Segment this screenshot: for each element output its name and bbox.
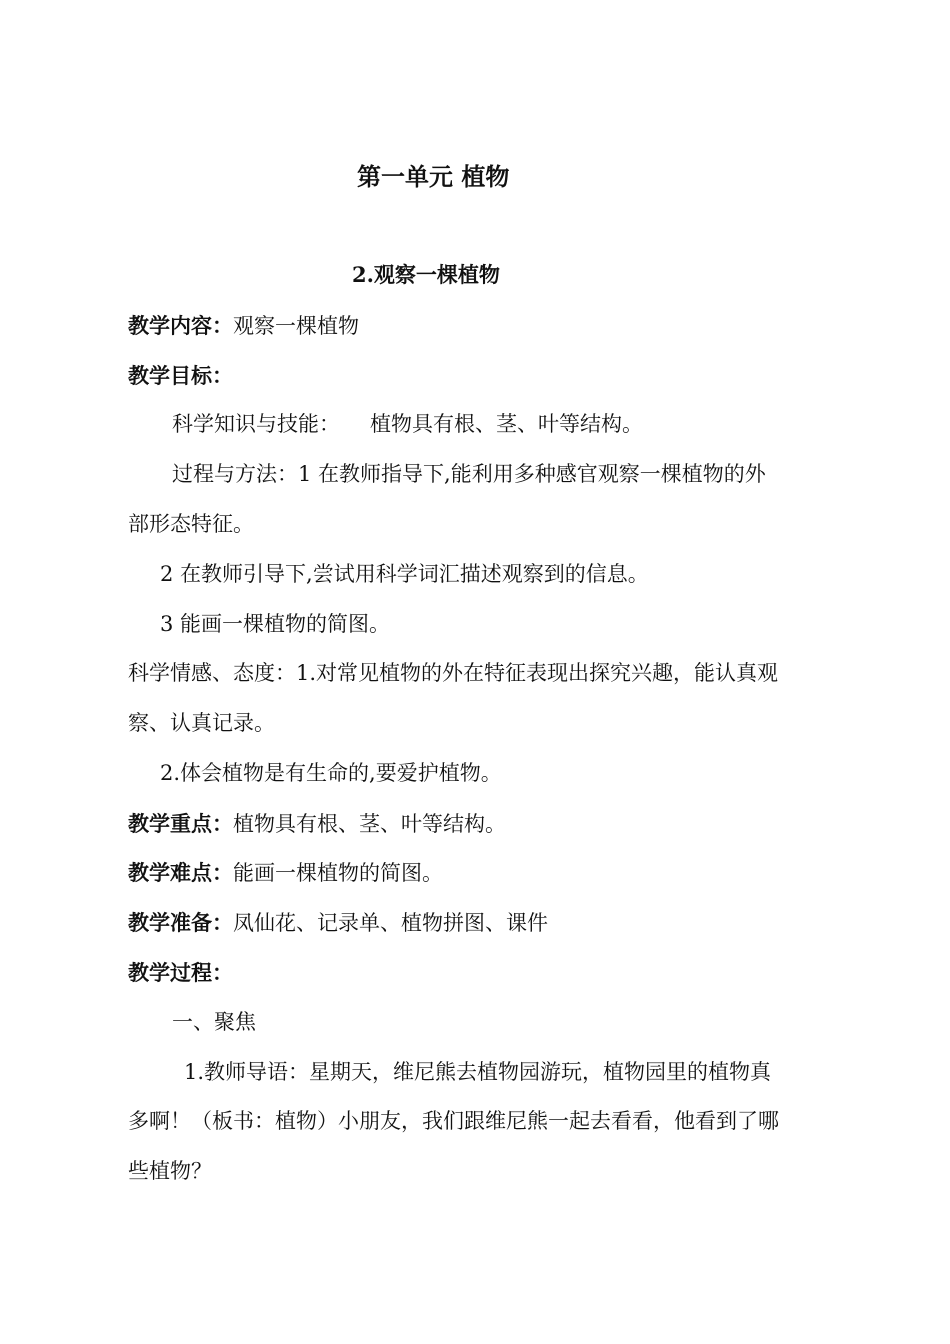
attitude-item-2: 2.体会植物是有生命的,要爱护植物。 bbox=[160, 761, 502, 785]
process-label: 教学过程： bbox=[128, 960, 233, 985]
lesson-title: 2.观察一棵植物 bbox=[352, 262, 500, 287]
process-method-line1: 过程与方法：1 在教师指导下,能利用多种感官观察一棵植物的外 bbox=[172, 462, 766, 486]
paragraph-line: 多啊！（板书：植物）小朋友，我们跟维尼熊一起去看看，他看到了哪 bbox=[128, 1109, 779, 1133]
key-point-row bbox=[128, 813, 506, 835]
attitude-line2: 察、认真记录。 bbox=[128, 711, 275, 735]
objectives-label: 教学目标： bbox=[128, 363, 233, 388]
key-point-value: 植物具有根、茎、叶等结构。 bbox=[233, 812, 506, 836]
preparation-value: 凤仙花、记录单、植物拼图、课件 bbox=[233, 911, 548, 935]
unit-title: 第一单元 植物 bbox=[357, 162, 510, 191]
objective-item-3: 3 能画一棵植物的简图。 bbox=[160, 612, 391, 636]
section-heading-focus: 一、聚焦 bbox=[172, 1010, 256, 1034]
preparation-row bbox=[128, 912, 548, 934]
preparation-label: 教学准备： bbox=[128, 910, 233, 935]
knowledge-label: 科学知识与技能： bbox=[172, 412, 340, 436]
difficulty-row bbox=[128, 862, 443, 884]
knowledge-row bbox=[172, 414, 643, 435]
difficulty-label: 教学难点： bbox=[128, 860, 233, 885]
paragraph-line: 些植物？ bbox=[128, 1159, 212, 1183]
content-label: 教学内容： bbox=[128, 313, 233, 338]
difficulty-value: 能画一棵植物的简图。 bbox=[233, 861, 443, 885]
process-method-line2: 部形态特征。 bbox=[128, 512, 254, 536]
key-point-label: 教学重点： bbox=[128, 811, 233, 836]
attitude-line1: 科学情感、态度：1.对常见植物的外在特征表现出探究兴趣，能认真观 bbox=[128, 661, 779, 685]
objective-item-2: 2 在教师引导下,尝试用科学词汇描述观察到的信息。 bbox=[160, 562, 649, 586]
content-row bbox=[128, 315, 359, 337]
paragraph-line: 1.教师导语：星期天，维尼熊去植物园游玩，植物园里的植物真 bbox=[184, 1060, 772, 1084]
knowledge-value: 植物具有根、茎、叶等结构。 bbox=[370, 412, 643, 436]
content-value: 观察一棵植物 bbox=[233, 314, 359, 338]
